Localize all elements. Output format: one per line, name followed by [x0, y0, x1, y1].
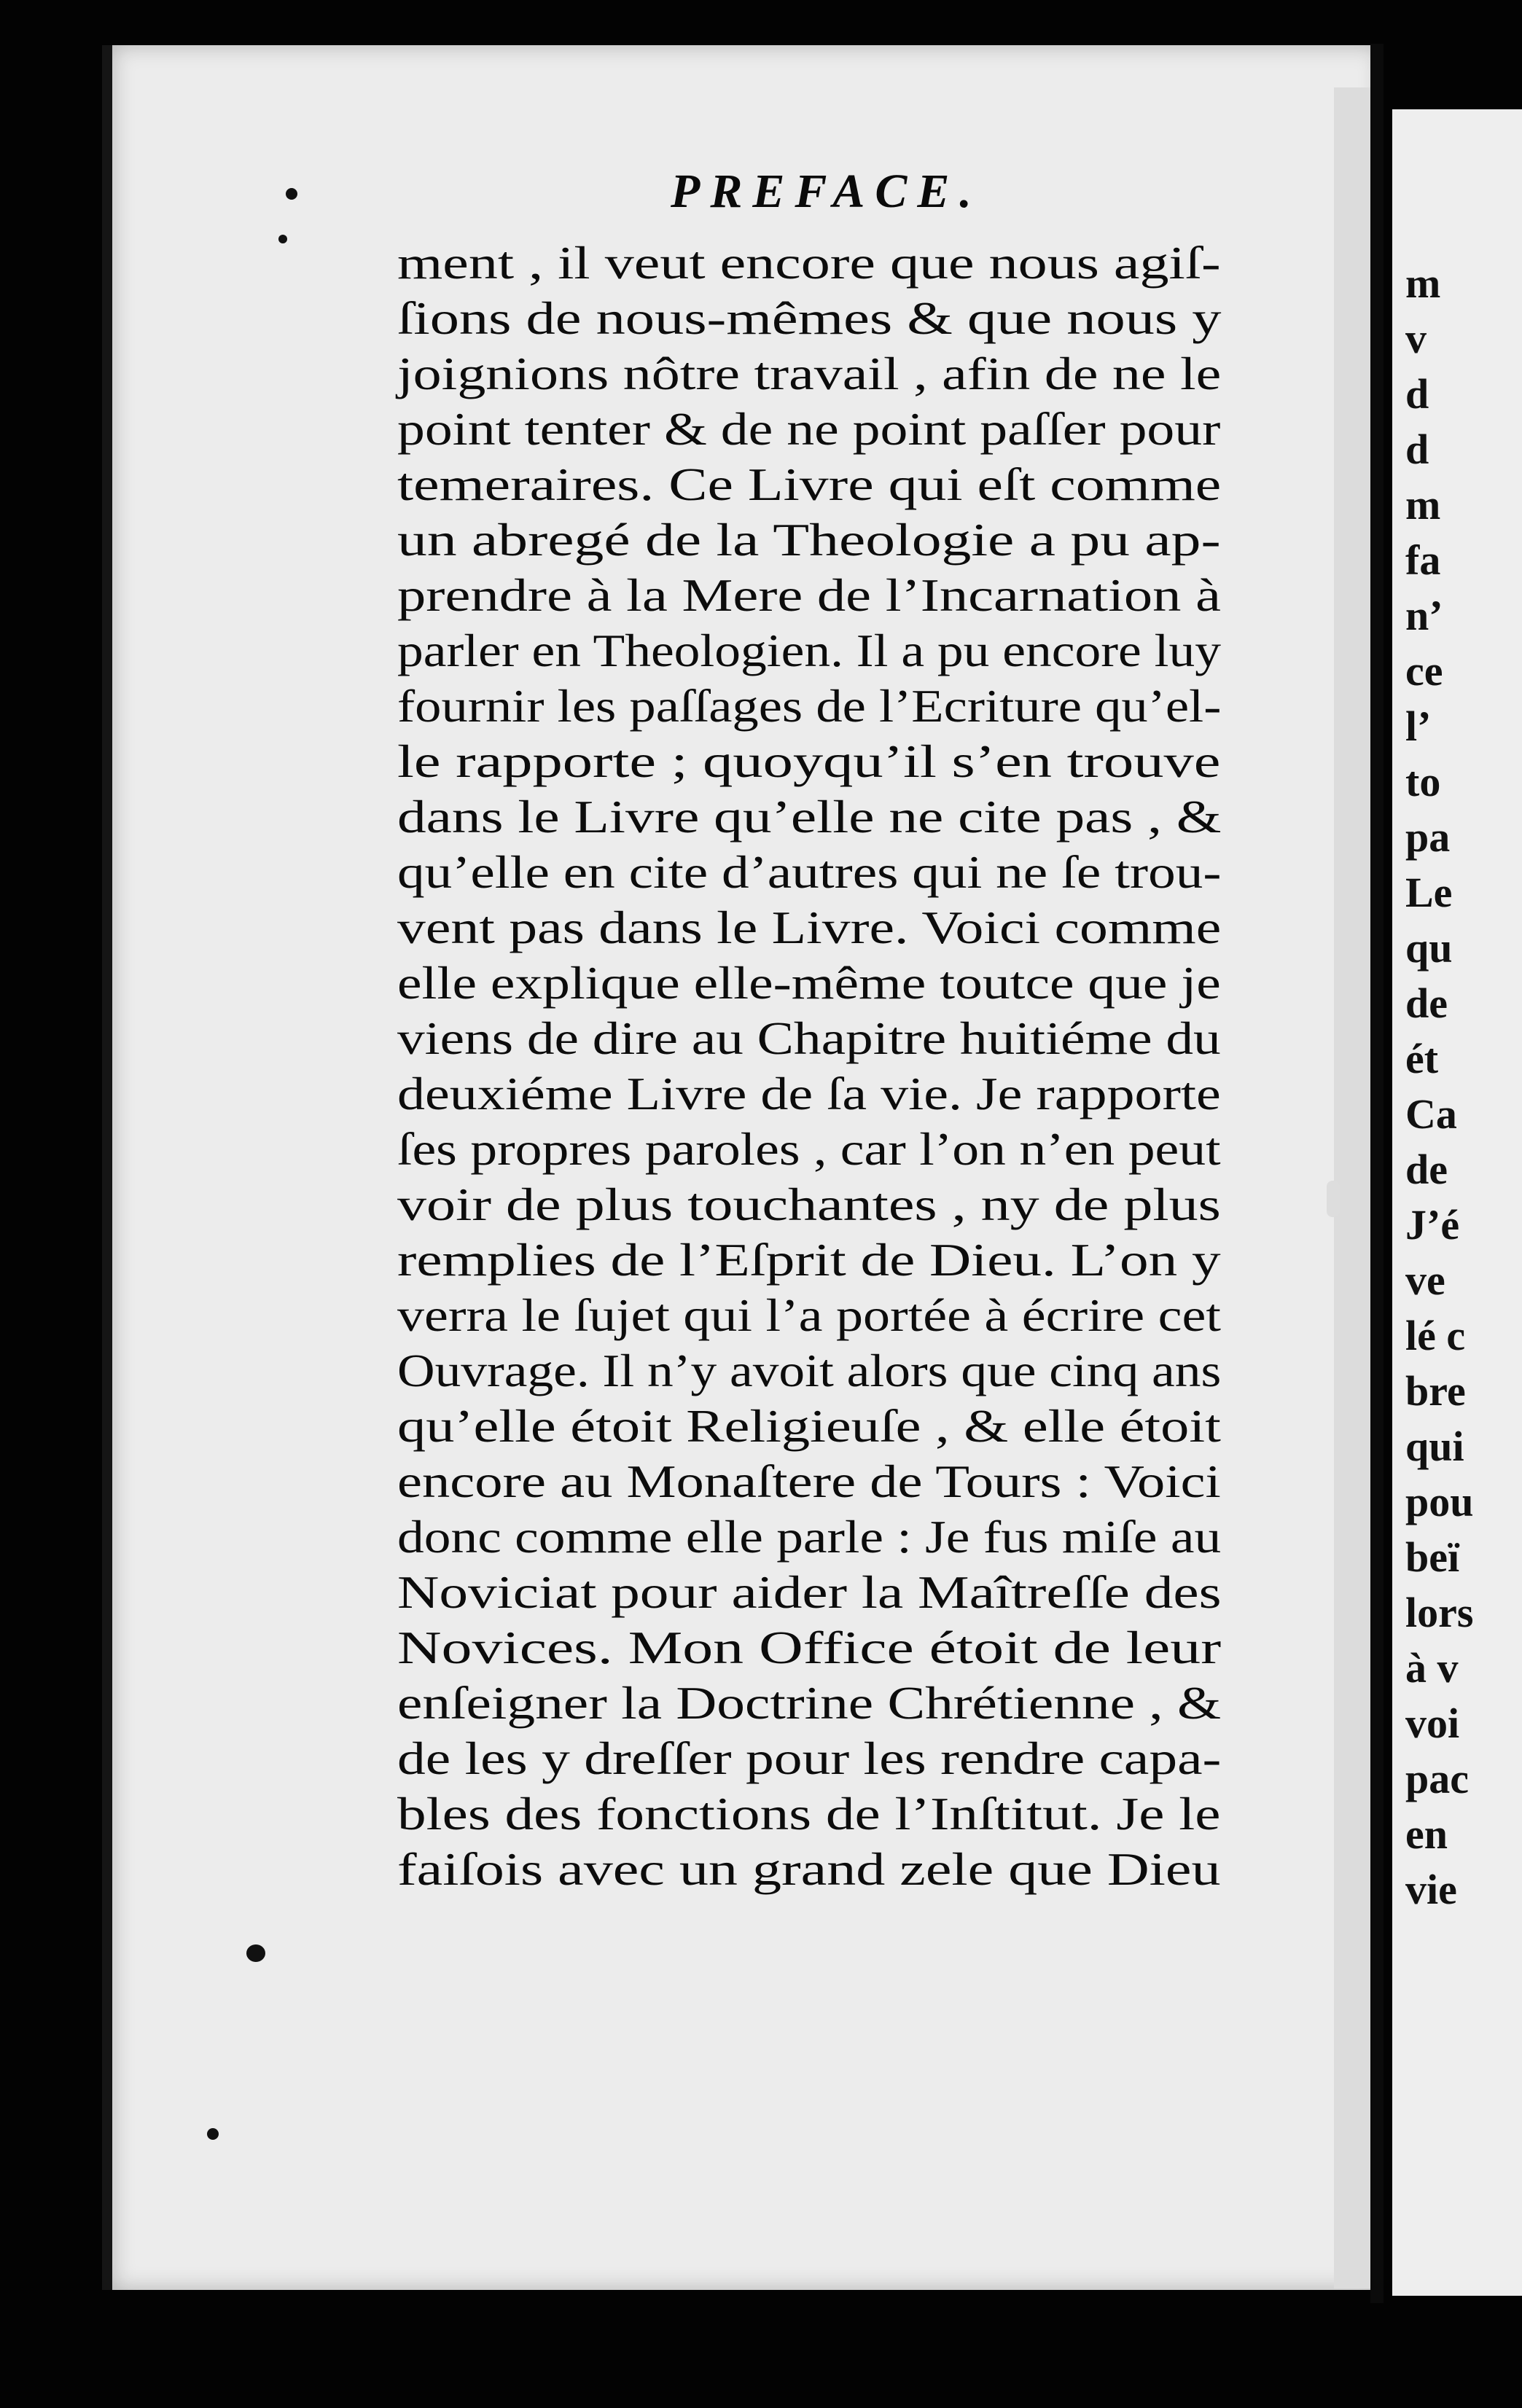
facing-page-line: ét	[1405, 1035, 1439, 1082]
facing-page-line: qu	[1405, 924, 1453, 972]
text-line: faiſois avec un grand zele que Dieu	[397, 1844, 1221, 1895]
text-line: qu’elle étoit Religieuſe , & elle étoit	[397, 1401, 1221, 1452]
text-line: un abregé de la Theologie a pu ap-	[397, 515, 1221, 566]
facing-page-line: fa	[1405, 536, 1441, 584]
text-line: parler en Theologien. Il a pu encore luy	[397, 625, 1221, 676]
facing-page-line: Ca	[1405, 1090, 1457, 1138]
page-gutter	[1370, 44, 1384, 2303]
paper-mark	[1327, 1181, 1340, 1217]
facing-page-line: d	[1405, 426, 1429, 473]
ink-speck	[286, 188, 297, 200]
ink-speck	[207, 2128, 219, 2140]
facing-page	[1392, 109, 1522, 2296]
facing-page-line: de	[1405, 1146, 1448, 1193]
text-line: prendre à la Mere de l’Incarnation à	[397, 570, 1221, 621]
text-line: viens de dire au Chapitre huitiéme du	[397, 1013, 1221, 1064]
facing-page-line: bre	[1405, 1367, 1466, 1415]
facing-page-line: à v	[1405, 1644, 1459, 1692]
text-line: ſes propres paroles , car l’on n’en peut	[397, 1124, 1221, 1175]
text-line: verra le ſujet qui l’a portée à écrire cet	[397, 1290, 1221, 1341]
running-header: PREFACE.	[671, 165, 982, 218]
facing-page-line: voi	[1405, 1700, 1460, 1747]
text-line: temeraires. Ce Livre qui eſt comme	[397, 459, 1222, 510]
facing-page-line: n’	[1405, 592, 1443, 639]
facing-page-line: qui	[1405, 1423, 1464, 1470]
text-line: elle explique elle-même toutce que je	[397, 958, 1221, 1009]
text-line: Ouvrage. Il n’y avoit alors que cinq ans	[397, 1345, 1222, 1396]
ink-speck	[278, 235, 287, 243]
text-line: enſeigner la Doctrine Chrétienne , &	[397, 1678, 1222, 1729]
facing-page-line: lé c	[1405, 1312, 1466, 1359]
facing-page-line: J’é	[1405, 1201, 1460, 1248]
facing-page-line: pac	[1405, 1755, 1469, 1802]
text-line: dans le Livre qu’elle ne cite pas , &	[397, 791, 1222, 843]
facing-page-line: Le	[1405, 869, 1453, 916]
facing-page-line: beï	[1405, 1533, 1460, 1581]
text-line: le rapporte ; quoyqu’il s’en trouve	[397, 736, 1221, 787]
facing-page-line: de	[1405, 980, 1448, 1027]
text-line: remplies de l’Eſprit de Dieu. L’on y	[397, 1235, 1221, 1286]
text-line: voir de plus touchantes , ny de plus	[397, 1179, 1221, 1230]
text-line: vent pas dans le Livre. Voici comme	[397, 902, 1222, 953]
facing-page-line: ve	[1405, 1256, 1445, 1304]
text-line: joignions nôtre travail , afin de ne le	[397, 348, 1222, 399]
facing-page-line: m	[1405, 259, 1441, 307]
text-line: de les y dreſſer pour les rendre capa-	[397, 1733, 1222, 1784]
text-line: deuxiéme Livre de ſa vie. Je rapporte	[397, 1068, 1221, 1119]
text-line: donc comme elle parle : Je fus miſe au	[397, 1512, 1222, 1563]
text-line: Novices. Mon Office étoit de leur	[397, 1622, 1222, 1673]
facing-page-line: l’	[1405, 703, 1432, 750]
facing-page-line: m	[1405, 481, 1441, 528]
text-line: fournir les paſſages de l’Ecriture qu’el-	[397, 681, 1222, 732]
text-line: encore au Monaſtere de Tours : Voici	[397, 1456, 1221, 1507]
text-line: ſions de nous-mêmes & que nous y	[397, 293, 1222, 344]
facing-page-line: to	[1405, 758, 1441, 805]
facing-page-line: lors	[1405, 1589, 1474, 1636]
text-line: Noviciat pour aider la Maîtreſſe des	[397, 1567, 1222, 1618]
facing-page-line: pou	[1405, 1478, 1474, 1525]
facing-page-line: vie	[1405, 1866, 1457, 1913]
facing-page-line: pa	[1405, 813, 1451, 861]
ink-speck	[246, 1944, 265, 1962]
text-line: qu’elle en cite d’autres qui ne ſe trou-	[397, 847, 1222, 898]
facing-page-line: ce	[1405, 647, 1443, 695]
facing-page-line: v	[1405, 315, 1427, 362]
facing-page-line: d	[1405, 370, 1429, 418]
text-line: point tenter & de ne point paſſer pour	[397, 404, 1221, 455]
text-line: bles des fonctions de l’Inſtitut. Je le	[397, 1789, 1221, 1840]
text-line: ment , il veut encore que nous agiſ-	[397, 238, 1221, 289]
facing-page-line: en	[1405, 1810, 1448, 1858]
